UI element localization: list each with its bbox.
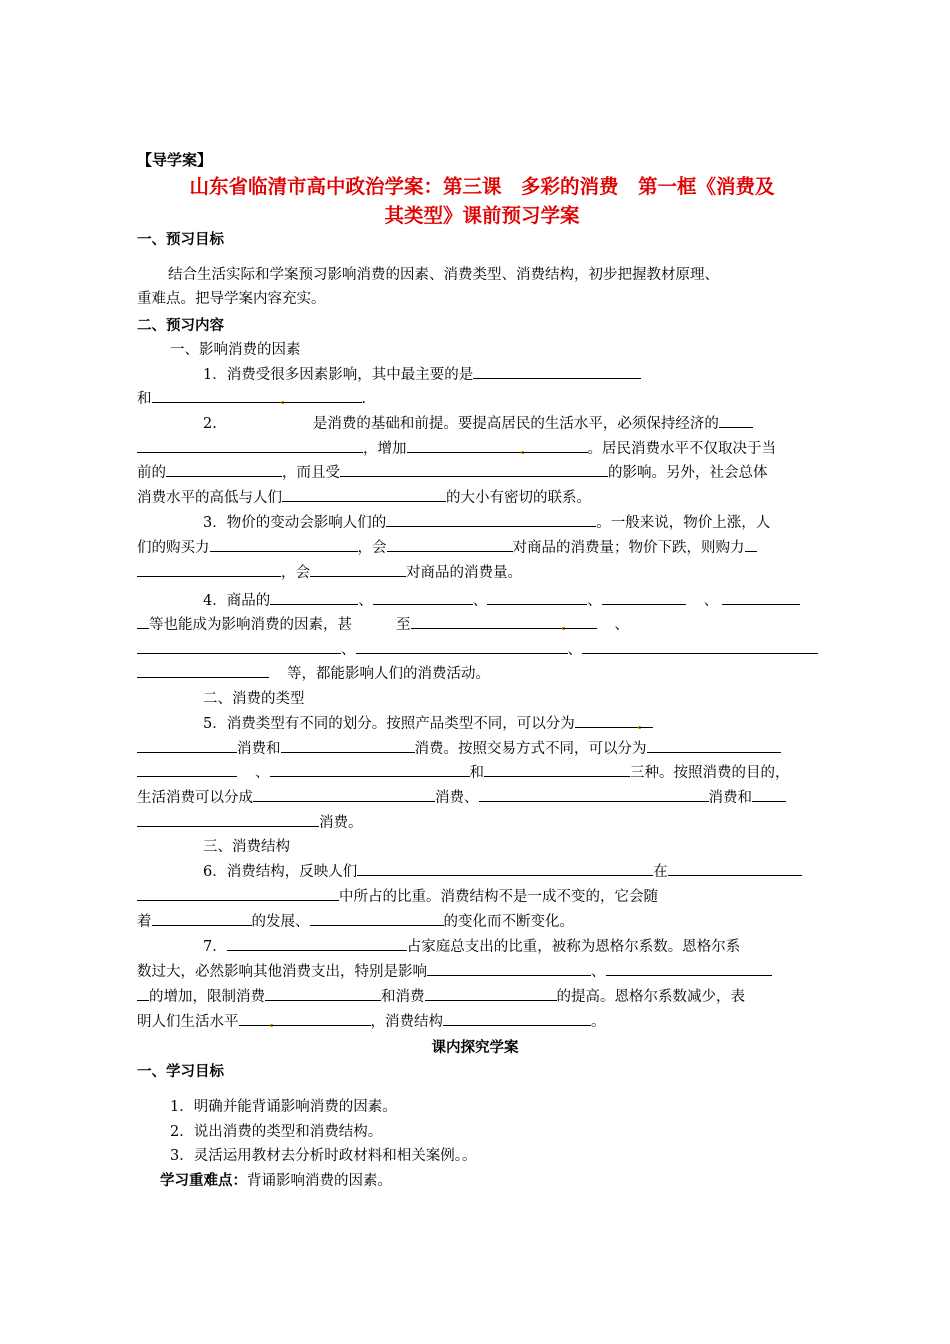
blank[interactable]	[210, 537, 358, 552]
blank[interactable]	[270, 590, 358, 605]
title-line-2: 其类型》课前预习学案	[384, 204, 580, 227]
question-7-line-4: 明人们生活水平 ，消费结构 。	[137, 1010, 606, 1031]
blank[interactable]	[310, 562, 406, 577]
question-2-line-2: ，增加 。居民消费水平不仅取决于当	[137, 437, 776, 458]
blank[interactable]	[639, 713, 653, 728]
learning-objective-2: 2．说出消费的类型和消费结构。	[170, 1124, 383, 1140]
blank[interactable]	[152, 388, 282, 403]
question-3-line-1: 3．物价的变动会影响人们的 。一般来说，物价上涨，人	[203, 511, 770, 532]
blank[interactable]	[522, 438, 588, 453]
inquiry-heading: 课内探究学案	[431, 1040, 519, 1056]
document-tag: 【导学案】	[137, 151, 213, 169]
title-line-1: 山东省临清市高中政治学案：第三课 多彩的消费 第一框《消费及	[189, 175, 775, 198]
blank[interactable]	[227, 936, 407, 951]
blank[interactable]	[387, 537, 513, 552]
blank[interactable]	[563, 614, 597, 629]
blank[interactable]	[239, 1011, 271, 1026]
blank[interactable]	[253, 787, 435, 802]
blank[interactable]	[137, 812, 319, 827]
question-4-line-1: 4．商品的 、 、 、 、	[203, 589, 800, 610]
blank[interactable]	[719, 413, 753, 428]
question-5-line-4: 生活消费可以分成 消费、 消费和	[137, 786, 786, 807]
blank[interactable]	[487, 590, 587, 605]
blank[interactable]	[166, 462, 282, 477]
blank[interactable]	[357, 861, 653, 876]
question-3-line-2: 们的购买力 ，会 对商品的消费量；物价下跌，则购力	[137, 536, 757, 557]
question-5-line-3: 、 和 三种。按照消费的目的，	[137, 761, 790, 782]
blank[interactable]	[152, 911, 252, 926]
blank[interactable]	[137, 663, 269, 678]
blank[interactable]	[582, 639, 818, 654]
question-2-line-1: 2. 是消费的基础和前提。要提高居民的生活水平，必须保持经济的	[203, 412, 753, 433]
question-5-line-2: 消费和 消费。按照交易方式不同，可以分为	[137, 737, 781, 758]
learning-objective-3: 3．灵活运用教材去分析时政材料和相关案例。。	[170, 1148, 477, 1164]
key-difficulty-label: 学习重难点：	[160, 1173, 247, 1189]
document-title	[137, 172, 827, 230]
blank[interactable]	[137, 762, 237, 777]
blank[interactable]	[340, 462, 608, 477]
blank[interactable]	[282, 388, 362, 403]
blank[interactable]	[479, 787, 709, 802]
blank[interactable]	[356, 639, 568, 654]
blank[interactable]	[137, 738, 237, 753]
question-5-line-5: 消费。	[137, 811, 363, 832]
goal-text-line-2: 重难点。把导学案内容充实。	[137, 291, 326, 307]
blank[interactable]	[443, 1011, 591, 1026]
question-4-line-4: 等，都能影响人们的消费活动。	[137, 662, 490, 683]
blank[interactable]	[281, 738, 415, 753]
question-7-line-2: 数过大，必然影响其他消费支出，特别是影响 、	[137, 960, 772, 981]
blank[interactable]	[270, 762, 470, 777]
question-7-line-3: 的增加，限制消费 和消费 的提高。恩格尔系数减少，表	[137, 985, 745, 1006]
blank[interactable]	[668, 861, 802, 876]
subheading-consumption-structure: 三、消费结构	[203, 839, 290, 855]
blank[interactable]	[310, 911, 444, 926]
subheading-consumption-types: 二、消费的类型	[203, 691, 305, 707]
blank[interactable]	[137, 562, 281, 577]
question-6-line-1: 6．消费结构，反映人们 在	[203, 860, 802, 881]
blank[interactable]	[602, 590, 686, 605]
question-5-line-1: 5．消费类型有不同的划分。按照产品类型不同，可以分为	[203, 712, 653, 733]
blank[interactable]	[484, 762, 630, 777]
question-2-line-3: 前的 ，而且受 的影响。另外，社会总体	[137, 461, 768, 482]
blank[interactable]	[282, 487, 446, 502]
blank[interactable]	[386, 512, 596, 527]
goal-text-line-1: 结合生活实际和学案预习影响消费的因素、消费类型、消费结构，初步把握教材原理、	[168, 267, 719, 283]
learning-goal-heading: 一、学习目标	[137, 1064, 224, 1080]
preview-goal-heading: 一、预习目标	[137, 232, 224, 248]
blank[interactable]	[137, 639, 341, 654]
blank[interactable]	[137, 986, 149, 1001]
question-6-line-2: 中所占的比重。消费结构不是一成不变的，它会随	[137, 885, 658, 906]
blank[interactable]	[473, 364, 641, 379]
question-4-line-3: 、 、	[137, 638, 818, 659]
question-3-line-3: ，会 对商品的消费量。	[137, 561, 522, 582]
blank[interactable]	[425, 986, 557, 1001]
blank[interactable]	[137, 438, 363, 453]
key-difficulty	[160, 1169, 392, 1190]
question-4-line-2: 等也能成为影响消费的因素，甚 至 、	[137, 613, 629, 634]
question-7-line-1: 7． 占家庭总支出的比重，被称为恩格尔系数。恩格尔系	[203, 935, 740, 956]
subheading-factors: 一、影响消费的因素	[170, 342, 301, 358]
key-difficulty-text: 背诵影响消费的因素。	[247, 1173, 392, 1189]
blank[interactable]	[745, 537, 757, 552]
question-2-line-4: 消费水平的高低与人们 的大小有密切的联系。	[137, 486, 591, 507]
blank[interactable]	[575, 713, 639, 728]
blank[interactable]	[407, 438, 522, 453]
blank[interactable]	[606, 961, 772, 976]
blank[interactable]	[137, 614, 149, 629]
blank[interactable]	[373, 590, 473, 605]
blank[interactable]	[271, 1011, 371, 1026]
blank[interactable]	[722, 590, 800, 605]
blank[interactable]	[137, 886, 339, 901]
question-6-line-3: 着 的发展、 的变化而不断变化。	[137, 910, 574, 931]
preview-content-heading: 二、预习内容	[137, 318, 224, 334]
question-1-line-2: 和 .	[137, 387, 366, 408]
learning-objective-1: 1．明确并能背诵影响消费的因素。	[170, 1099, 397, 1115]
blank[interactable]	[427, 961, 591, 976]
question-1-line-1: 1．消费受很多因素影响，其中最主要的是	[203, 363, 641, 384]
blank[interactable]	[265, 986, 381, 1001]
blank[interactable]	[411, 614, 563, 629]
blank[interactable]	[647, 738, 781, 753]
blank[interactable]	[752, 787, 786, 802]
